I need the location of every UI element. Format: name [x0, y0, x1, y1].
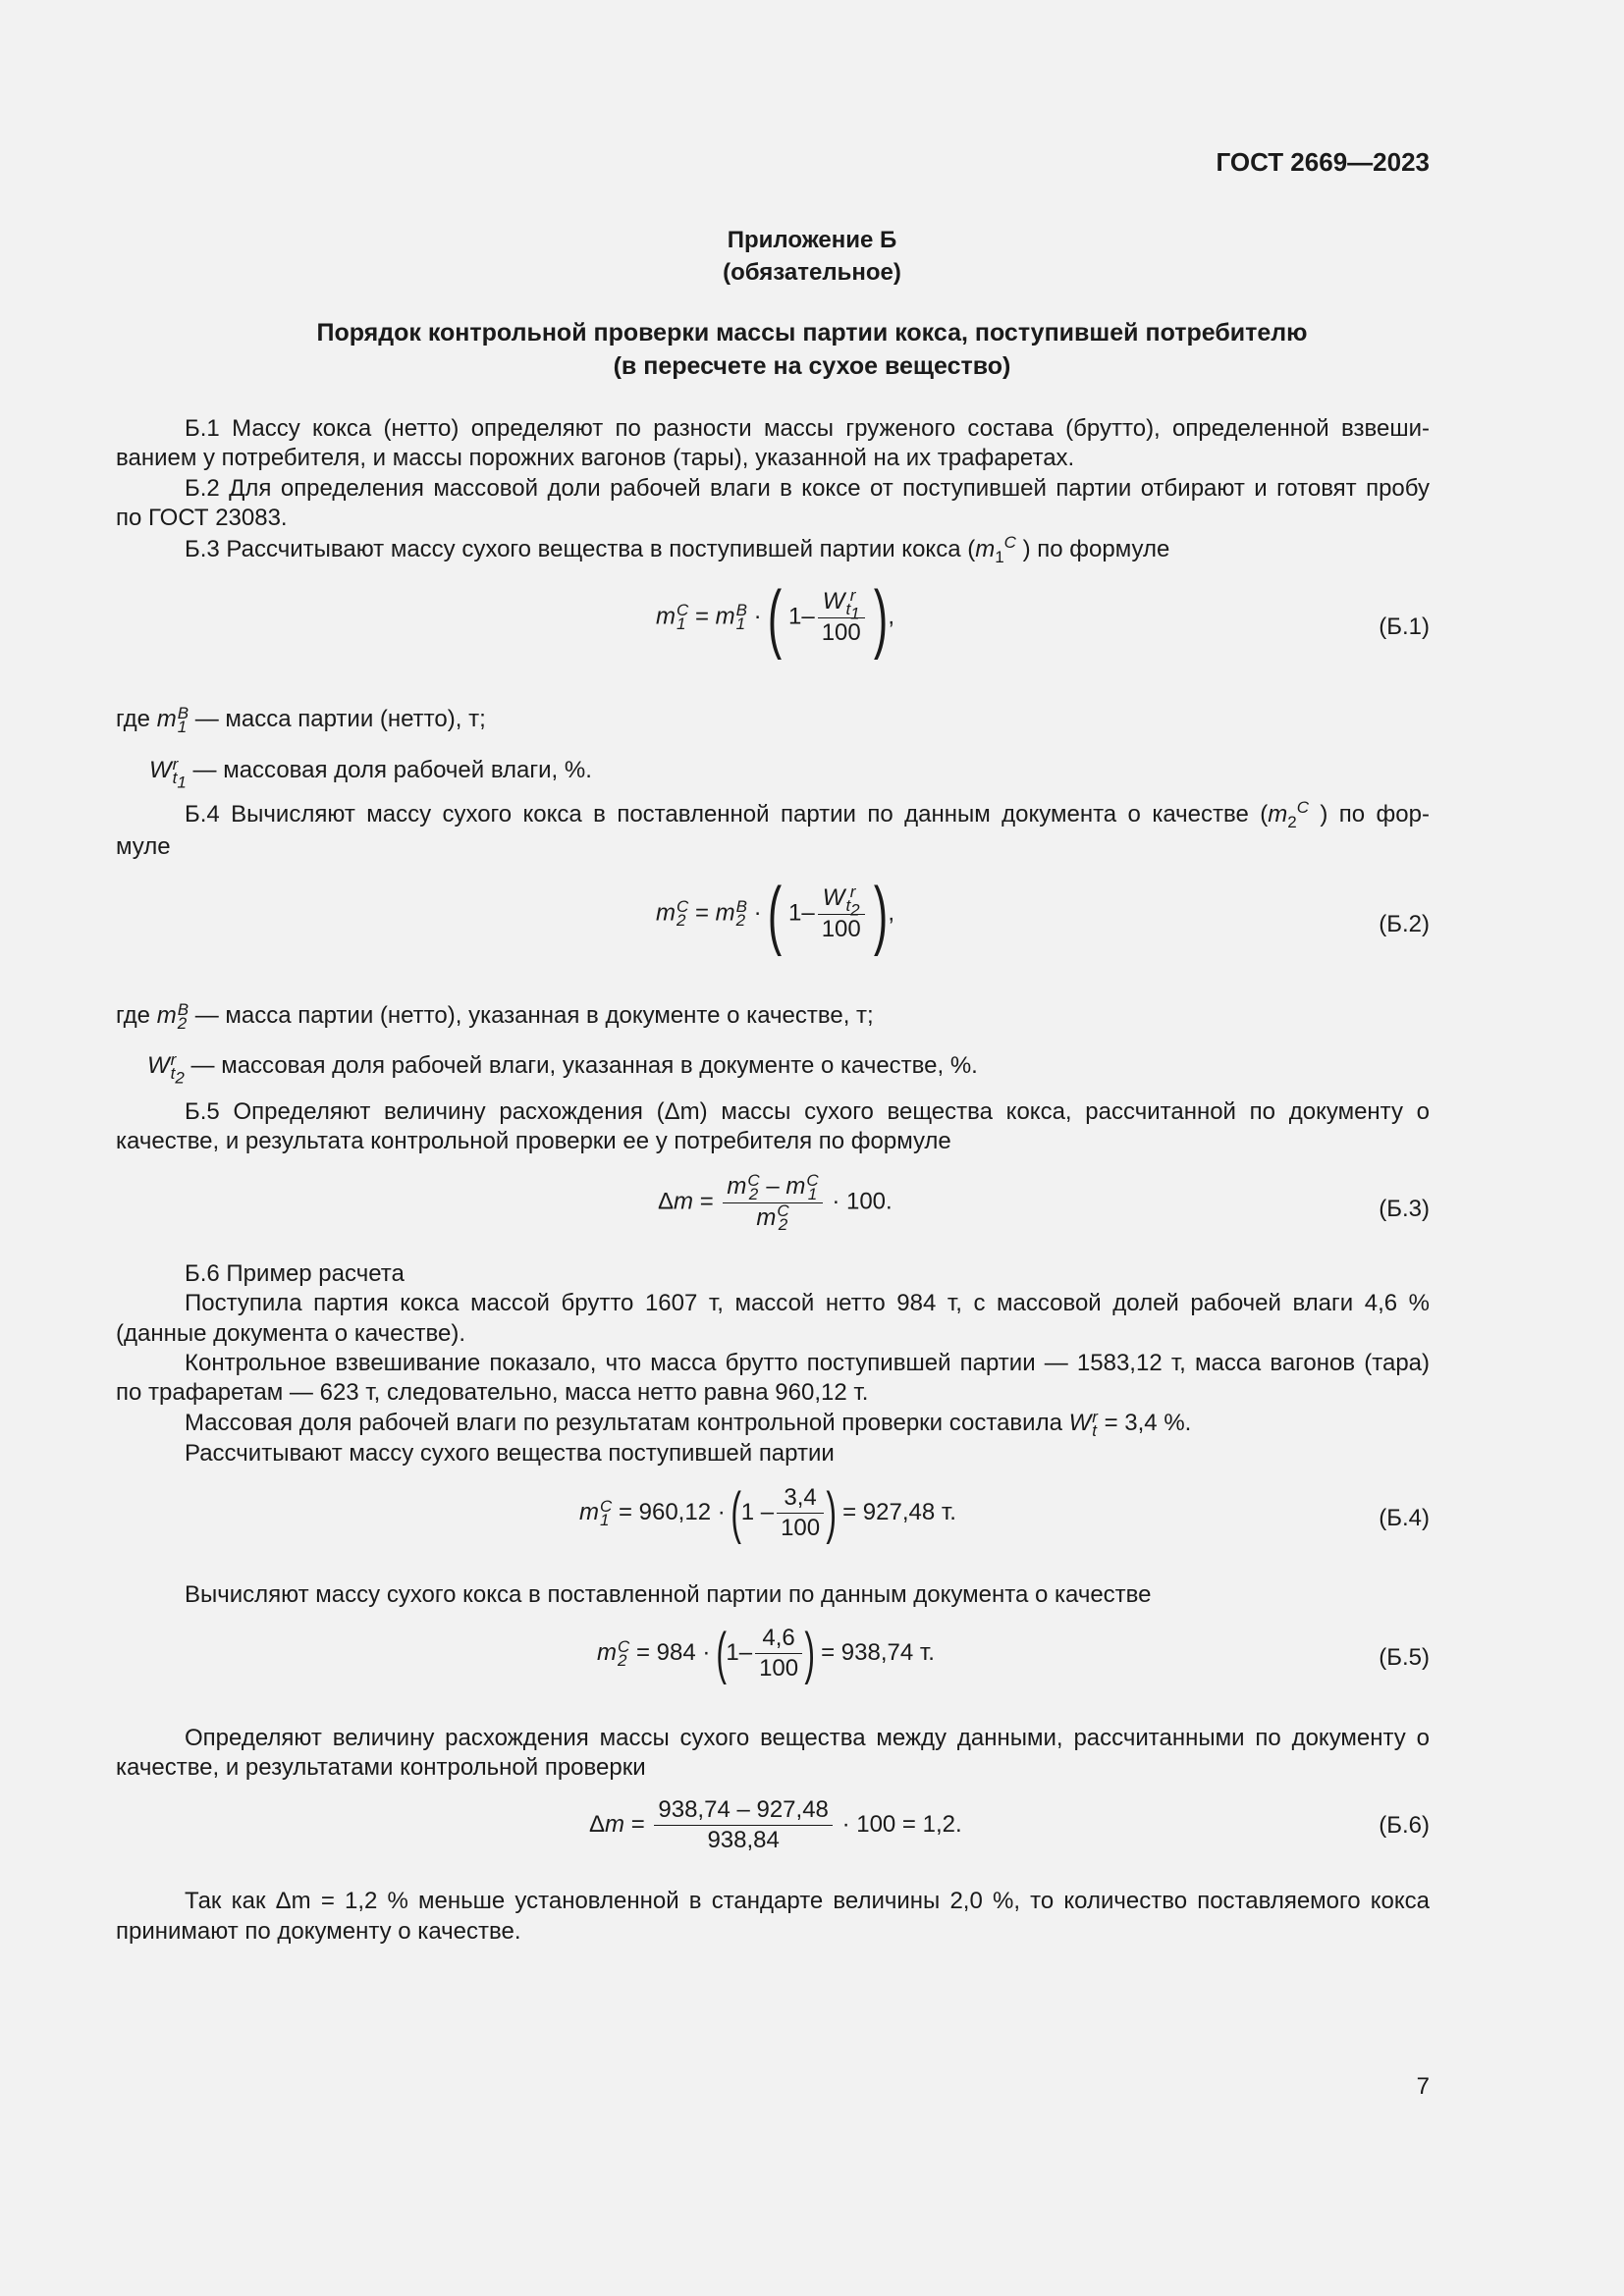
- page-number: 7: [1416, 2073, 1430, 2100]
- title-line-2: (в пересчете на сухое вещество): [613, 352, 1011, 380]
- formula-b3: Δm = m C 2 – m C 1 m C 2 · 100.: [658, 1170, 893, 1235]
- b3-text-start: Б.3 Рассчитывают массу сухого вещества в поступившей партии кокса (: [185, 536, 976, 562]
- where-4-text: — массовая доля рабочей влаги, указанная в документе о качестве, %.: [190, 1052, 978, 1079]
- b1-line-2: ванием у потребителя, и массы порожних вагонов (тары), указанной на их трафаретах.: [116, 445, 1075, 471]
- b3-text: Б.3 Рассчитывают массу сухого вещества в поступившей партии кокса ($m_1^C$ ) по формуле: [185, 533, 1170, 566]
- b5-line-2: качестве, и результата контрольной проверки ее у потребителя по формуле: [116, 1128, 951, 1154]
- formula-b4-label: (Б.4): [1379, 1505, 1430, 1531]
- formula-b6: Δm = $\frac{938,74 - 927,48}{938,84}$ · 100 = 1,2.: [589, 1796, 962, 1853]
- where-4: W r $t_2$ — массовая доля рабочей влаги, указанная в документе о качестве, %.: [147, 1049, 978, 1088]
- formula-b2-label: (Б.2): [1379, 911, 1430, 937]
- b6-heading: Б.6 Пример расчета: [185, 1260, 405, 1287]
- b3-text-end: ) по формуле: [1022, 536, 1170, 562]
- formula-b3-label: (Б.3): [1379, 1196, 1430, 1222]
- appendix-status: (обязательное): [723, 259, 901, 286]
- title-line-1: Порядок контрольной проверки массы партии кокса, поступившей потребителю: [316, 319, 1308, 347]
- b5-line-1: Б.5 Определяют величину расхождения (Δm) массы сухого вещества кокса, рассчитанной по документу о: [185, 1098, 1430, 1125]
- formula-b2: m C 2 = m B 2 · ( 1– W r $t_2$ 100 ),: [656, 871, 895, 957]
- b6-p6-line-2: качестве, и результатами контрольной проверки: [116, 1754, 646, 1781]
- where-3: где m B 2 — масса партии (нетто), указанная в документе о качестве, т;: [116, 999, 874, 1033]
- b6-p4: Рассчитывают массу сухого вещества поступившей партии: [185, 1440, 835, 1467]
- final-line-1: Так как Δm = 1,2 % меньше установленной в стандарте величины 2,0 %, то количество поставляемого кокса: [185, 1888, 1430, 1914]
- where-2: W r $t_1$ — массовая доля рабочей влаги, %.: [149, 754, 592, 792]
- b4-line-2: муле: [116, 833, 171, 860]
- formula-b5: m C 2 = 984 · (1– $\frac{4,6}{100}$ ) = 938,74 т.: [597, 1621, 935, 1685]
- b1-line-1: Б.1 Массу кокса (нетто) определяют по разности массы груженого состава (брутто), определенной взвеши-: [185, 415, 1430, 442]
- standard-number: ГОСТ 2669—2023: [1216, 147, 1430, 177]
- b6-p5: Вычисляют массу сухого кокса в поставленной партии по данным документа о качестве: [185, 1581, 1152, 1608]
- b2-line-2: по ГОСТ 23083.: [116, 505, 288, 531]
- where-1-text: — масса партии (нетто), т;: [194, 706, 486, 732]
- b2-line-1: Б.2 Для определения массовой доли рабочей влаги в коксе от поступившей партии отбирают и готовят пробу: [185, 475, 1430, 502]
- b6-p1-line-2: (данные документа о качестве).: [116, 1320, 466, 1347]
- b4-line-1: Б.4 Вычисляют массу сухого кокса в поставленной партии по данным документа о качестве ($m_2^C$ ) по фор-: [185, 798, 1430, 831]
- b6-p6-line-1: Определяют величину расхождения массы сухого вещества между данными, рассчитанными по документу о: [185, 1725, 1430, 1751]
- appendix-label: Приложение Б: [727, 227, 897, 253]
- formula-b1-label: (Б.1): [1379, 614, 1430, 640]
- where-2-text: — массовая доля рабочей влаги, %.: [192, 757, 592, 783]
- where-3-text: — масса партии (нетто), указанная в документе о качестве, т;: [194, 1002, 874, 1029]
- formula-b6-label: (Б.6): [1379, 1812, 1430, 1839]
- b6-p2-line-1: Контрольное взвешивание показало, что масса брутто поступившей партии — 1583,12 т, масса вагонов (тара): [185, 1350, 1430, 1376]
- formula-b4: m C 1 = 960,12 · (1 – $\frac{3,4}{100}$ ) = 927,48 т.: [579, 1480, 956, 1545]
- formula-b5-label: (Б.5): [1379, 1644, 1430, 1671]
- b6-p3: Массовая доля рабочей влаги по результатам контрольной проверки составила W r t = 3,4 %.: [185, 1407, 1192, 1440]
- where-1: где m B 1 — масса партии (нетто), т;: [116, 703, 486, 736]
- b6-p2-line-2: по трафаретам — 623 т, следовательно, масса нетто равна 960,12 т.: [116, 1379, 869, 1406]
- final-line-2: принимают по документу о качестве.: [116, 1918, 521, 1945]
- b6-p1-line-1: Поступила партия кокса массой брутто 1607 т, массой нетто 984 т, с массовой долей рабочей влаги 4,6 %: [185, 1290, 1430, 1316]
- formula-b1: m C 1 = m B 1 · ( 1– W r $t_1$ 100 ),: [656, 574, 895, 661]
